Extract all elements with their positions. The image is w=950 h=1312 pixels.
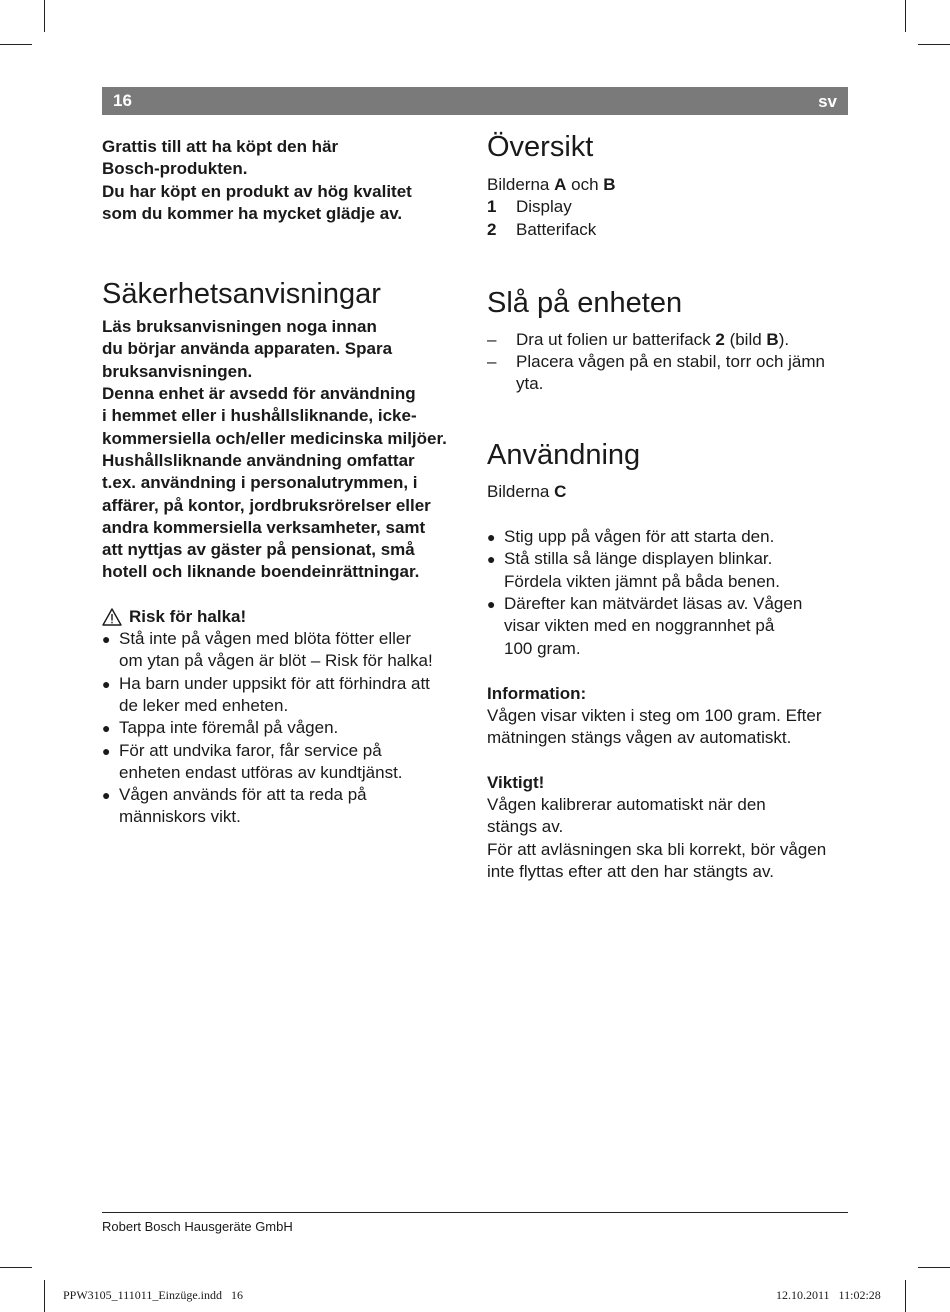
safety-line: hotell och liknande boendeinrättningar. xyxy=(102,562,420,582)
intro-line: Du har köpt en produkt av hög kvalitet xyxy=(102,181,412,201)
safety-line: att nyttjas av gäster på pensionat, små xyxy=(102,540,415,560)
print-file-info: PPW3105_111011_Einzüge.indd 16 xyxy=(63,1288,243,1302)
list-item-line: människors vikt. xyxy=(119,807,241,827)
list-item-line: 100 gram. xyxy=(504,638,581,658)
information-heading: Information: xyxy=(487,683,587,703)
list-item-text: ). xyxy=(778,329,790,349)
crop-mark xyxy=(905,0,906,32)
page-number: 16 xyxy=(113,91,132,110)
overview-pre: Bilderna xyxy=(487,175,555,194)
crop-mark xyxy=(905,1280,906,1312)
list-item-line: ● Stå stilla så länge displayen blinkar. xyxy=(504,549,773,569)
overview-figures xyxy=(487,174,852,196)
important-line: inte flyttas efter att den har stängts av. xyxy=(487,861,774,881)
list-item-line: ● För att undvika faror, får service på xyxy=(119,740,382,760)
figure-ref-b: B xyxy=(766,329,779,349)
safety-line: affärer, på kontor, jordbruksrörelser eller xyxy=(102,495,431,515)
list-item-line: ● Därefter kan mätvärdet läsas av. Vågen xyxy=(504,593,803,613)
figure-ref-a: A xyxy=(554,175,567,194)
intro-line: Bosch-produkten. xyxy=(102,159,248,179)
crop-mark xyxy=(918,1267,950,1268)
list-item-line: Fördela vikten jämnt på båda benen. xyxy=(504,571,780,591)
safety-line: kommersiella och/eller medicinska miljöer. xyxy=(102,428,447,448)
list-item-line: ● Stig upp på vågen för att starta den. xyxy=(504,527,775,547)
turn-on-heading: Slå på enheten xyxy=(487,286,683,319)
crop-mark xyxy=(0,44,32,45)
item-label: Batterifack xyxy=(516,219,597,239)
item-label: Display xyxy=(516,197,572,217)
intro-text xyxy=(102,136,470,225)
list-item xyxy=(102,673,470,718)
list-item xyxy=(487,593,852,660)
safety-line: andra kommersiella verksamheter, samt xyxy=(102,517,426,537)
important-line: Vågen kalibrerar automatiskt när den xyxy=(487,795,766,815)
list-item xyxy=(487,329,852,351)
list-item xyxy=(487,548,852,593)
information-line: Vågen visar vikten i steg om 100 gram. Efter xyxy=(487,706,822,726)
usage-figures xyxy=(487,481,852,503)
overview-item xyxy=(487,196,852,218)
footer-company: Robert Bosch Hausgeräte GmbH xyxy=(102,1219,293,1234)
crop-mark xyxy=(918,44,950,45)
footer-divider xyxy=(102,1212,848,1213)
list-item xyxy=(102,784,470,829)
print-date-info: 12.10.2011 11:02:28 xyxy=(776,1288,881,1302)
list-item-line: enheten endast utföras av kundtjänst. xyxy=(119,762,403,782)
crop-mark xyxy=(44,0,45,32)
important-line: stängs av. xyxy=(487,817,564,837)
crop-mark xyxy=(44,1280,45,1312)
warning-list xyxy=(102,628,470,829)
right-column xyxy=(487,130,852,883)
safety-line: Denna enhet är avsedd för användning xyxy=(102,384,416,404)
list-item xyxy=(487,351,852,396)
usage-pre: Bilderna xyxy=(487,481,555,501)
safety-line: t.ex. användning i personalutrymmen, i xyxy=(102,473,418,493)
list-item-line: ● Ha barn under uppsikt för att förhindra att xyxy=(119,673,430,693)
list-item xyxy=(102,628,470,673)
list-item-line: ● Stå inte på vågen med blöta fötter eller xyxy=(119,629,412,649)
list-item-line: om ytan på vågen är blöt – Risk för halka! xyxy=(119,651,433,671)
list-item-line: ● Tappa inte föremål på vågen. xyxy=(119,718,339,738)
list-item xyxy=(102,740,470,785)
safety-line: Hushållsliknande användning omfattar xyxy=(102,450,415,470)
important-heading: Viktigt! xyxy=(487,772,545,792)
warning-heading xyxy=(102,606,470,628)
safety-heading: Säkerhetsanvisningar xyxy=(102,278,381,311)
information-line: mätningen stängs vågen av automatiskt. xyxy=(487,728,792,748)
intro-line: som du kommer ha mycket glädje av. xyxy=(102,203,403,223)
intro-line: Grattis till att ha köpt den här xyxy=(102,137,339,156)
list-item-line: visar vikten med en noggrannhet på xyxy=(504,616,775,636)
safety-line: du börjar använda apparaten. Spara xyxy=(102,339,393,359)
list-item xyxy=(102,717,470,739)
warning-title: Risk för halka! xyxy=(129,606,247,626)
usage-list xyxy=(487,526,852,660)
overview-item xyxy=(487,219,852,241)
item-ref-number: 2 xyxy=(715,329,725,349)
overview-heading: Översikt xyxy=(487,131,594,163)
item-number: 1 xyxy=(487,197,497,217)
language-code: sv xyxy=(818,92,837,111)
overview-mid: och xyxy=(566,175,604,194)
list-item-text: Dra ut folien ur batterifack xyxy=(516,329,716,349)
safety-line: i hemmet eller i hushållsliknande, icke- xyxy=(102,406,417,426)
warning-triangle-icon xyxy=(102,608,122,626)
list-item-line: de leker med enheten. xyxy=(119,695,289,715)
safety-line: Läs bruksanvisningen noga innan xyxy=(102,317,377,337)
figure-ref-b: B xyxy=(603,175,616,194)
list-item xyxy=(487,526,852,548)
crop-mark xyxy=(0,1267,32,1268)
list-item-line: yta. xyxy=(516,374,544,394)
list-item-line: ● Vågen används för att ta reda på xyxy=(119,785,367,805)
page-header-bar xyxy=(102,87,848,115)
turn-on-list xyxy=(487,329,852,396)
item-number: 2 xyxy=(487,219,497,239)
safety-text xyxy=(102,316,470,584)
list-item-line: – Placera vågen på en stabil, torr och jämn xyxy=(516,352,826,372)
left-column xyxy=(102,136,470,829)
list-item-text: (bild xyxy=(724,329,767,349)
figure-ref-c: C xyxy=(554,481,567,501)
usage-heading: Användning xyxy=(487,438,641,471)
important-line: För att avläsningen ska bli korrekt, bör vågen xyxy=(487,839,827,859)
safety-line: bruksanvisningen. xyxy=(102,361,253,381)
